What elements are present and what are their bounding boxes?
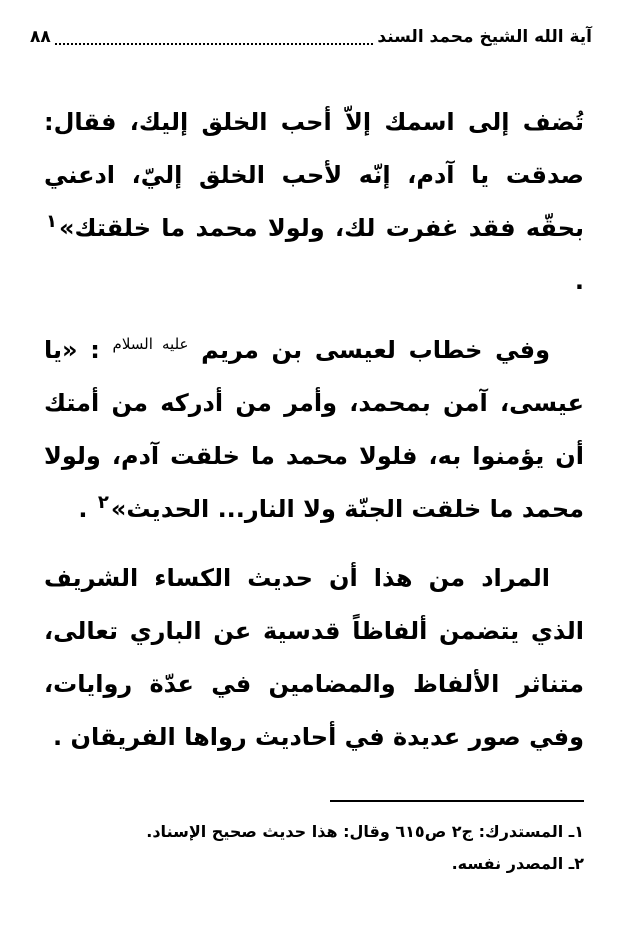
paragraph-2-text: : «يا عيسى، آمن بمحمد، وأمر من أدركه من أمتك أن يؤمنوا به، فلولا محمد ما خلقت آدم، ولولا محمد ما خلقت الجنّة ولا النار... الحديث»: [44, 336, 584, 523]
footnote-2: ٢ـ المصدر نفسه.: [451, 854, 584, 873]
footnote-1: ١ـ المستدرك: ج٢ ص٦١٥ وقال: هذا حديث صحيح الإسناد.: [146, 822, 584, 841]
paragraph-1-text: تُضف إلى اسمك إلاّ أحب الخلق إليك، فقال: صدقت يا آدم، إنّه لأحب الخلق إليّ، ادعني بحقّه فقد غفرت لك، ولولا محمد ما خلقتك»: [44, 108, 584, 242]
paragraph-2-start: وفي خطاب لعيسى بن مريم: [188, 336, 550, 364]
running-title: آية الله الشيخ محمد السند: [377, 27, 592, 47]
footnotes: [40, 816, 584, 880]
footnote-ref-2: ٢: [97, 492, 109, 513]
salutation-glyph: عليه السلام: [112, 335, 189, 353]
footnote-separator: [330, 800, 584, 802]
page-number: ٨٨: [30, 27, 51, 47]
page-header: [30, 20, 592, 54]
header-dot-leader: [55, 42, 374, 45]
paragraph-3: المراد من هذا أن حديث الكساء الشريف الذي يتضمن ألفاظاً قدسية عن الباري تعالى، متناثر الألفاظ والمضامين في عدّة روايات، وفي صور عديدة في أحاديث رواها الفريقان .: [44, 564, 584, 751]
paragraph-1: [44, 96, 584, 308]
paragraph-2-end: .: [78, 495, 96, 523]
body-text: [44, 96, 584, 780]
footnote-ref-1: ١: [46, 211, 57, 232]
paragraph-1-end: .: [574, 267, 584, 295]
paragraph-2: [44, 324, 584, 536]
